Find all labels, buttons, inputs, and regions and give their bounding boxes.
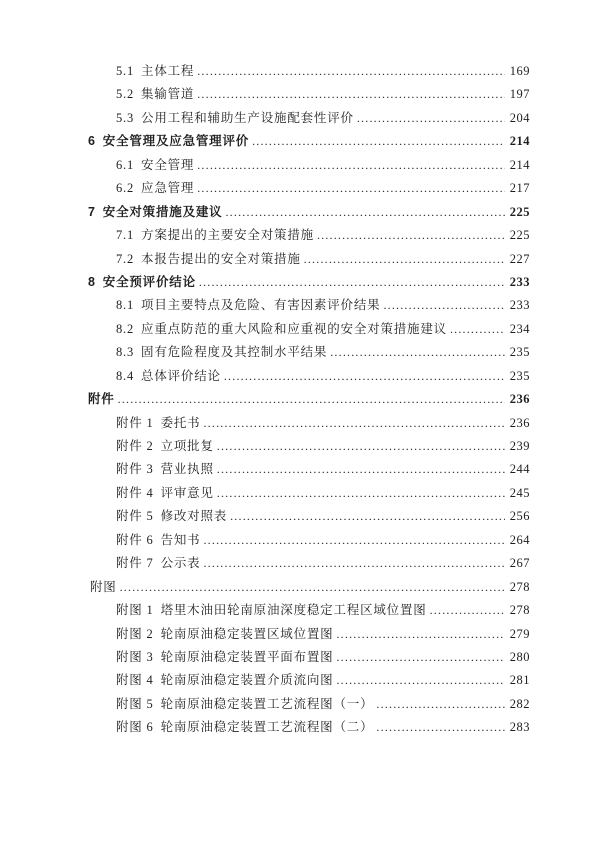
toc-entry-page-number: 236 [509, 415, 530, 430]
toc-entry [88, 83, 530, 106]
toc-entry-page-number: 233 [509, 274, 530, 289]
toc-entry [88, 341, 530, 364]
toc-entry [88, 60, 530, 83]
toc-dot-leader [203, 412, 504, 435]
toc-entry-number: 附图 1 [116, 603, 154, 618]
toc-dot-leader [376, 716, 504, 739]
toc-entry-number: 附件 3 [116, 462, 154, 477]
toc-dot-leader [197, 177, 505, 200]
toc-dot-leader [120, 576, 505, 599]
toc-dot-leader [383, 294, 504, 317]
toc-entry-page-number: 227 [509, 251, 530, 266]
toc-entry-page-number: 235 [509, 345, 530, 360]
toc-entry-number: 附件 7 [116, 556, 154, 571]
toc-entry-page-number: 234 [509, 321, 530, 336]
toc-dot-leader [203, 529, 504, 552]
toc-entry-number: 5.3 [116, 110, 135, 125]
toc-entry-number: 6.1 [116, 157, 135, 172]
toc-entry-page-number: 236 [509, 392, 530, 407]
toc-entry-page-number: 225 [509, 204, 530, 219]
toc-dot-leader [330, 341, 505, 364]
toc-entry-title: 应重点防范的重大风险和应重视的安全对策措施建议 [141, 321, 447, 336]
toc-entry-number: 7 [88, 204, 96, 219]
toc-entry-page-number: 282 [509, 696, 530, 711]
toc-dot-leader [252, 130, 505, 153]
toc-entry-page-number: 204 [509, 110, 530, 125]
toc-dot-leader [225, 201, 504, 224]
toc-dot-leader [336, 646, 504, 669]
toc-entry-page-number: 278 [509, 603, 530, 618]
toc-entry [88, 154, 530, 177]
toc-entry [88, 576, 530, 599]
toc-entry [88, 412, 530, 435]
toc-entry-page-number: 214 [509, 134, 530, 149]
toc-entry-title: 告知书 [160, 532, 201, 547]
toc-entry-title: 固有危险程度及其控制水平结果 [141, 345, 328, 360]
toc-entry [88, 693, 530, 716]
toc-entry [88, 458, 530, 481]
toc-entry-number: 8.2 [116, 321, 135, 336]
toc-entry-page-number: 267 [509, 556, 530, 571]
toc-entry-title: 方案提出的主要安全对策措施 [141, 228, 314, 243]
toc-dot-leader [376, 693, 504, 716]
toc-dot-leader [230, 505, 505, 528]
toc-entry-number: 7.2 [116, 251, 135, 266]
toc-entry [88, 505, 530, 528]
toc-entry-title: 总体评价结论 [141, 368, 221, 383]
toc-entry-title: 应急管理 [141, 181, 195, 196]
toc-entry-title: 评审意见 [160, 485, 214, 500]
toc-entry [88, 248, 530, 271]
toc-entry-title: 塔里木油田轮南原油深度稳定工程区域位置图 [160, 603, 427, 618]
toc-dot-leader [217, 482, 505, 505]
toc-entry-page-number: 225 [509, 228, 530, 243]
toc-entry-title: 附件 [88, 392, 115, 407]
toc-entry-page-number: 235 [509, 368, 530, 383]
toc-dot-leader [224, 365, 505, 388]
toc-entry-number: 附件 1 [116, 415, 154, 430]
toc-dot-leader [197, 154, 505, 177]
toc-entry-title: 轮南原油稳定装置介质流向图 [160, 673, 334, 688]
toc-entry-title: 安全对策措施及建议 [102, 204, 223, 219]
toc-entry-number: 8 [88, 274, 96, 289]
toc-entry-title: 公示表 [160, 556, 201, 571]
toc-entry-page-number: 169 [509, 64, 530, 78]
toc-entry [88, 646, 530, 669]
toc-entry [88, 552, 530, 575]
toc-entry-title: 安全管理及应急管理评价 [102, 134, 250, 149]
toc-entry-number: 附件 4 [116, 485, 154, 500]
toc-entry-number: 附图 3 [116, 649, 154, 664]
toc-entry-title: 轮南原油稳定装置平面布置图 [160, 649, 334, 664]
toc-entry [88, 177, 530, 200]
toc-entry-page-number: 214 [509, 157, 530, 172]
toc-entry [88, 271, 530, 294]
toc-entry-page-number: 233 [509, 298, 530, 313]
toc-entry-title: 修改对照表 [160, 509, 228, 524]
toc-entry-number: 8.4 [116, 368, 135, 383]
toc-entry-number: 附图 4 [116, 673, 154, 688]
toc-entry-title: 本报告提出的安全对策措施 [141, 251, 301, 266]
toc-dot-leader [217, 458, 505, 481]
toc-entry-title: 安全管理 [141, 157, 195, 172]
toc-entry-number: 附图 6 [116, 720, 154, 735]
toc-dot-leader [217, 435, 505, 458]
toc-entry-page-number: 283 [509, 720, 530, 735]
toc-entry [88, 201, 530, 224]
toc-entry-page-number: 245 [509, 485, 530, 500]
toc-entry-number: 附图 2 [116, 626, 154, 641]
toc-entry-title: 轮南原油稳定装置区域位置图 [160, 626, 334, 641]
toc-entry-page-number: 256 [509, 509, 530, 524]
toc-dot-leader [450, 318, 505, 341]
toc-entry-page-number: 280 [509, 649, 530, 664]
toc-entry-number: 8.1 [116, 298, 135, 313]
toc-entry-number: 附件 5 [116, 509, 154, 524]
toc-dot-leader [197, 60, 505, 83]
toc-dot-leader [118, 388, 505, 411]
toc-entry-number: 5.1 [116, 64, 135, 78]
toc-entry-title: 附图 [90, 579, 117, 594]
toc-entry-number: 附件 6 [116, 532, 154, 547]
toc-entry-number: 6 [88, 134, 96, 149]
toc-entry [88, 130, 530, 153]
toc-entry [88, 716, 530, 739]
toc-entry-page-number: 244 [509, 462, 530, 477]
toc-entry-title: 集输管道 [141, 87, 195, 102]
toc-entry-title: 安全预评价结论 [102, 274, 196, 289]
toc-entry-number: 附件 2 [116, 439, 154, 453]
toc-entry-number: 附图 5 [116, 696, 154, 711]
table-of-contents [88, 60, 530, 740]
toc-entry-page-number: 281 [509, 673, 530, 688]
toc-dot-leader [197, 83, 505, 106]
toc-dot-leader [336, 623, 504, 646]
toc-entry [88, 365, 530, 388]
toc-entry [88, 482, 530, 505]
toc-entry-number: 6.2 [116, 181, 135, 196]
toc-entry-title: 项目主要特点及危险、有害因素评价结果 [141, 298, 381, 313]
toc-entry-page-number: 264 [509, 532, 530, 547]
toc-entry-title: 营业执照 [160, 462, 214, 477]
toc-dot-leader [317, 224, 505, 247]
toc-entry [88, 623, 530, 646]
toc-entry [88, 388, 530, 411]
toc-dot-leader [357, 107, 505, 130]
toc-entry-page-number: 239 [509, 439, 530, 453]
toc-entry [88, 599, 530, 622]
toc-entry-title: 委托书 [160, 415, 201, 430]
toc-entry-title: 主体工程 [141, 64, 195, 78]
toc-dot-leader [430, 599, 505, 622]
toc-entry-number: 5.2 [116, 87, 135, 102]
toc-entry-title: 立项批复 [160, 439, 214, 453]
toc-entry-page-number: 279 [509, 626, 530, 641]
toc-entry-number: 8.3 [116, 345, 135, 360]
toc-entry [88, 529, 530, 552]
toc-entry-title: 公用工程和辅助生产设施配套性评价 [141, 110, 354, 125]
toc-entry [88, 669, 530, 692]
toc-entry-title: 轮南原油稳定装置工艺流程图（一） [160, 696, 374, 711]
toc-entry [88, 107, 530, 130]
toc-dot-leader [304, 248, 505, 271]
toc-dot-leader [336, 669, 504, 692]
toc-entry-page-number: 197 [509, 87, 530, 102]
toc-entry [88, 318, 530, 341]
toc-dot-leader [203, 552, 504, 575]
toc-entry [88, 294, 530, 317]
toc-entry-page-number: 217 [509, 181, 530, 196]
toc-entry [88, 224, 530, 247]
toc-entry [88, 435, 530, 458]
toc-entry-page-number: 278 [509, 579, 530, 594]
toc-entry-number: 7.1 [116, 228, 135, 243]
toc-entry-title: 轮南原油稳定装置工艺流程图（二） [160, 720, 374, 735]
toc-dot-leader [199, 271, 505, 294]
